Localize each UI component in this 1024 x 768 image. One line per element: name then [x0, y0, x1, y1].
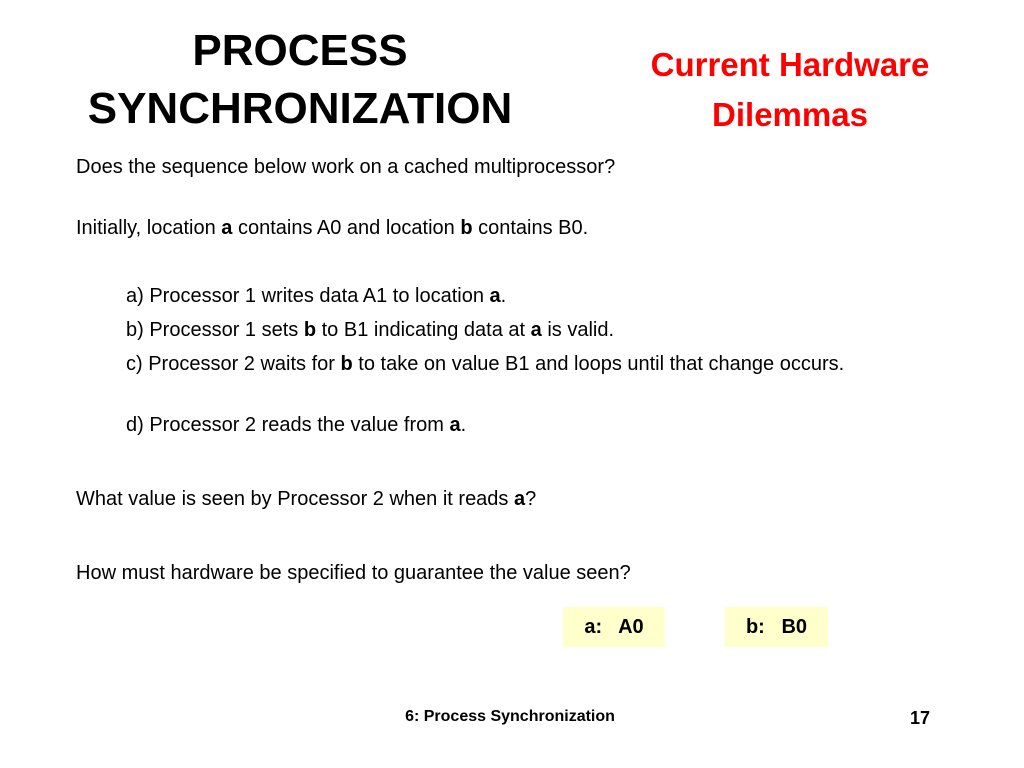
step-text: to B1 indicating data at [316, 319, 531, 341]
step-text: d) Processor 2 reads the value from [126, 414, 450, 436]
step-bold-location: a [489, 285, 501, 307]
question-value-pre: What value is seen by Processor 2 when it reads [76, 488, 514, 510]
slide-title-line1: PROCESS [192, 26, 408, 75]
step-bold-location: a [449, 414, 461, 436]
step-bold-location: a [530, 319, 542, 341]
step-text: to take on value B1 and loops until that change occurs. [352, 353, 845, 375]
step-text: is valid. [541, 319, 615, 341]
initial-state-part3: contains B0. [472, 217, 589, 239]
answer-box-a: a: A0 [563, 607, 665, 647]
step-text: b) Processor 1 sets [126, 319, 304, 341]
answer-box-b: b: B0 [725, 607, 828, 647]
step-c [126, 352, 906, 376]
slide-subtitle-line1: Current Hardware [650, 46, 930, 83]
initial-state-part1: Initially, location [76, 217, 222, 239]
step-text: a) Processor 1 writes data A1 to location [126, 285, 490, 307]
question-hardware: How must hardware be specified to guarantee the value seen? [76, 562, 631, 584]
question-value-location: a [514, 488, 526, 510]
step-bold-location: b [303, 319, 317, 341]
slide-subtitle [600, 40, 980, 140]
slide-title [40, 22, 560, 138]
question-value [76, 487, 536, 511]
slide-footer: 6: Process Synchronization [405, 708, 615, 725]
slide-title-line2: SYNCHRONIZATION [87, 84, 513, 133]
step-a [126, 284, 906, 308]
step-b [126, 318, 906, 342]
step-bold-location: b [340, 353, 353, 375]
initial-state-part2: contains A0 and location [232, 217, 461, 239]
step-text: . [460, 414, 467, 436]
step-d [126, 413, 906, 437]
initial-state-location-b: b [460, 217, 473, 239]
step-text: . [500, 285, 507, 307]
question-intro: Does the sequence below work on a cached multiprocessor? [76, 156, 616, 178]
step-text: c) Processor 2 waits for [126, 353, 341, 375]
question-value-post: ? [525, 488, 537, 510]
initial-state [76, 216, 588, 240]
slide-subtitle-line2: Dilemmas [712, 96, 868, 133]
slide-page-number: 17 [909, 708, 931, 728]
initial-state-location-a: a [221, 217, 233, 239]
